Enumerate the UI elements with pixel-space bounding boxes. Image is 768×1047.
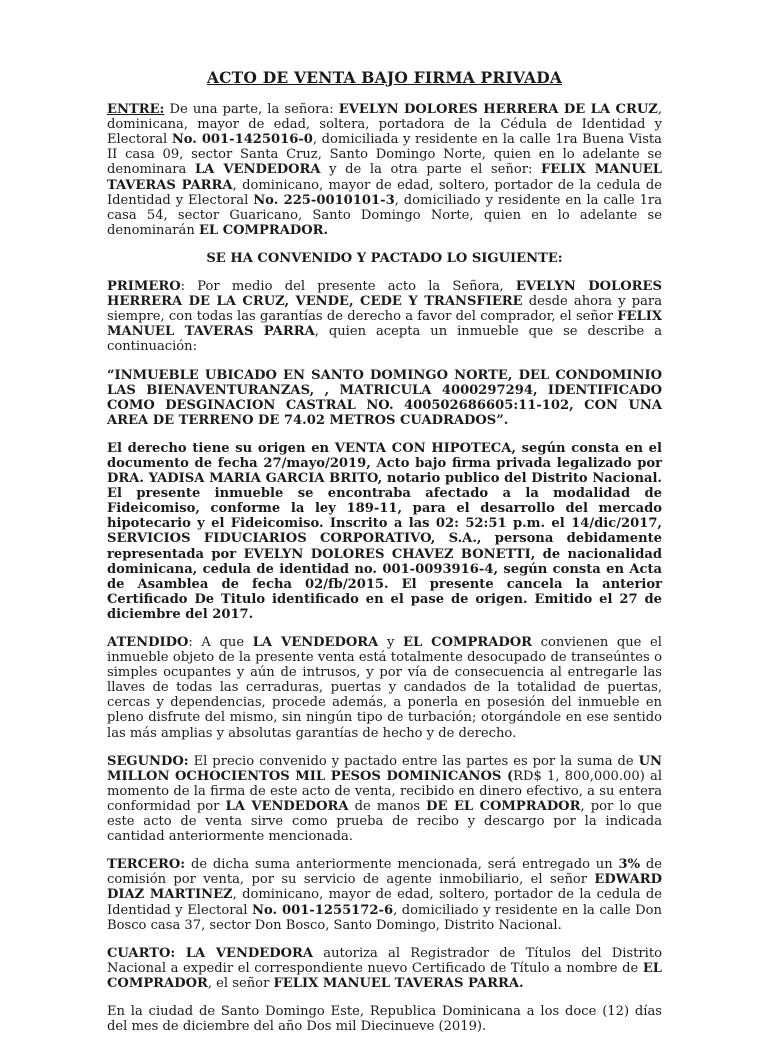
document-title: ACTO DE VENTA BAJO FIRMA PRIVADA — [206, 68, 563, 87]
text-run: No. 225-0010101-3 — [253, 192, 395, 208]
text-run: El precio convenido y pactado entre las partes es por la suma de — [188, 753, 639, 769]
text-run: SE HA CONVENIDO Y PACTADO LO SIGUIENTE: — [206, 250, 563, 266]
text-run: : Por medio del presente acto la Señora, — [180, 279, 516, 295]
text-run: , domiciliado y residente en la calle Don Bosco casa 37, sector Don Bosco, Santo Domingo, Distrito Nacional. — [107, 902, 662, 933]
text-run: El derecho tiene su origen en VENTA CON HIPOTECA, según consta en el documento de fecha 27/mayo/2019, Acto bajo firma privada legalizado por DRA. YADISA MARIA GARCIA BRITO, notario publico del Distrito Nacional. El presente inmueble se encontraba afectado a la modalidad de Fideicomiso, conforme la ley 189-11, para el desarrollo del mercado hipotecario y el Fideicomiso. Inscrito a las 02: 52:51 p.m. el 14/dic/2017, SERVICIOS FIDUCIARIOS CORPORATIVO, S.A., persona debidamente representada por EVELYN DOLORES CHAVEZ BONETTI, de nacionalidad dominicana, cedula de identidad no. 001-0093916-4, según consta en Acta de Asamblea de fecha 02/fb/2015. El presente cancela la anterior Certificado De Titulo identificado en el pase de origen. Emitido el 27 de diciembre del 2017. — [107, 440, 662, 622]
paragraph — [107, 1004, 662, 1034]
text-run: TERCERO: — [107, 857, 186, 873]
text-run: , dominicano, mayor de edad, soltero, portador de la cedula de Identidad y Electoral — [107, 887, 663, 918]
text-run: SEGUNDO: — [107, 753, 189, 769]
text-run: “INMUEBLE UBICADO EN SANTO DOMINGO NORTE, DEL CONDOMINIO LAS BIENAVENTURANZAS, , MATRICULA 4000297294, IDENTIFICADO COMO DESGINACION CASTRAL NO. 400502686605:11-102, CON UNA AREA DE TERRENO DE 74.02 METROS CUADRADOS”. — [107, 367, 662, 428]
text-run: , quien acepta un inmueble que se describe a continuación: — [107, 324, 662, 355]
paragraph — [107, 754, 662, 845]
text-run: y de la otra parte el señor: — [320, 162, 541, 178]
paragraph — [107, 279, 662, 354]
text-run: EL COMPRADOR. — [198, 222, 329, 238]
text-run: EL COMPRADOR — [402, 635, 533, 650]
text-run: EVELYN DOLORES HERRERA DE LA CRUZ, VENDE, CEDE Y TRANSFIERE — [107, 279, 662, 310]
text-run: , domiciliado y residente en la calle 1ra casa 54, sector Guaricano, Santo Domingo Norte, quien en lo adelante se denominarán — [107, 192, 663, 238]
text-run: UN MILLON OCHOCIENTOS MIL PESOS DOMINICANOS ( — [107, 753, 662, 784]
text-run: LA VENDEDORA — [194, 162, 321, 178]
text-run: FELIX MANUEL TAVERAS PARRA — [107, 309, 662, 340]
paragraph — [107, 251, 662, 266]
text-run: , por lo que este acto de venta sirve como prueba de recibo y descargo por la indicada cantidad anteriormente mencionada. — [107, 798, 662, 845]
text-run: LA VENDEDORA — [252, 635, 379, 650]
text-run: De una parte, la señora: — [164, 102, 339, 118]
text-run: ATENDIDO — [107, 635, 189, 650]
text-run: CUARTO: LA VENDEDORA — [107, 945, 314, 961]
text-run: , el señor — [207, 975, 274, 991]
text-run: PRIMERO — [107, 279, 181, 295]
text-run: ENTRE: — [107, 102, 165, 118]
paragraph — [107, 857, 662, 932]
text-run: de dicha suma anteriormente mencionada, será entregado un — [185, 857, 619, 873]
text-run: FELIX MANUEL TAVERAS PARRA — [107, 162, 662, 193]
document-body — [107, 102, 662, 1034]
document-page — [107, 70, 662, 1047]
text-run: , dominicana, mayor de edad, soltera, portadora de la Cédula de Identidad y Electoral — [107, 102, 662, 148]
text-run: DE EL COMPRADOR — [426, 798, 581, 814]
text-run: EL COMPRADOR — [107, 960, 662, 991]
paragraph — [107, 102, 662, 238]
text-run: RD$ 1, 800,000.00) — [513, 768, 645, 784]
text-run: No. 001-1425016-0 — [171, 132, 313, 148]
text-run: FELIX MANUEL TAVERAS PARRA. — [273, 975, 524, 991]
text-run: LA VENDEDORA — [225, 798, 349, 814]
text-run: , domiciliada y residente en la calle 1ra Buena Vista II casa 09, sector Santa Cruz, Santo Domingo Norte, quien en lo adelante se denominara — [107, 132, 662, 178]
text-run: 3% — [618, 857, 641, 873]
text-run: : A que — [188, 635, 253, 650]
text-run: autoriza al Registrador de Títulos del Distrito Nacional a expedir el correspondiente nuevo Certificado de Título a nombre de — [107, 945, 662, 976]
text-run: No. 001-1255172-6 — [252, 902, 394, 918]
paragraph — [107, 946, 662, 991]
text-run: desde ahora y para siempre, con todas las garantías de derecho a favor del comprador, el señor — [107, 294, 662, 325]
text-run: En la ciudad de Santo Domingo Este, Republica Dominicana a los doce (12) días del mes de diciembre del año Dos mil Diecinueve (2019). — [107, 1003, 662, 1035]
text-run: y — [378, 635, 403, 650]
paragraph — [107, 368, 662, 428]
text-run: convienen que el inmueble objeto de la presente venta está totalmente desocupado de transeúntes o simples ocupantes y aún de intrusos, y por vía de consecuencia al entregarle las llaves de todas las cerraduras, puertas y candados de la totalidad de puertas, cercas y dependencias, procede además, a ponerla en posesión del inmueble en pleno disfrute del mismo, sin ningún tipo de turbación; otorgándole en ese sentido las más amplias y absolutas garantías de hecho y de derecho. — [107, 635, 662, 741]
text-run: , dominicano, mayor de edad, soltero, portador de la cedula de Identidad y Electoral — [107, 177, 663, 208]
paragraph — [107, 635, 662, 741]
text-run: de manos — [348, 798, 427, 814]
paragraph — [107, 441, 662, 622]
text-run: al momento de la firma de este acto de venta, recibido en dinero efectivo, a su entera conformidad por — [107, 768, 663, 814]
text-run: EDWARD DIAZ MARTINEZ — [107, 872, 662, 903]
text-run: de comisión por venta, por su servicio de agente inmobiliario, el señor — [107, 857, 662, 888]
text-run: EVELYN DOLORES HERRERA DE LA CRUZ — [338, 102, 658, 118]
